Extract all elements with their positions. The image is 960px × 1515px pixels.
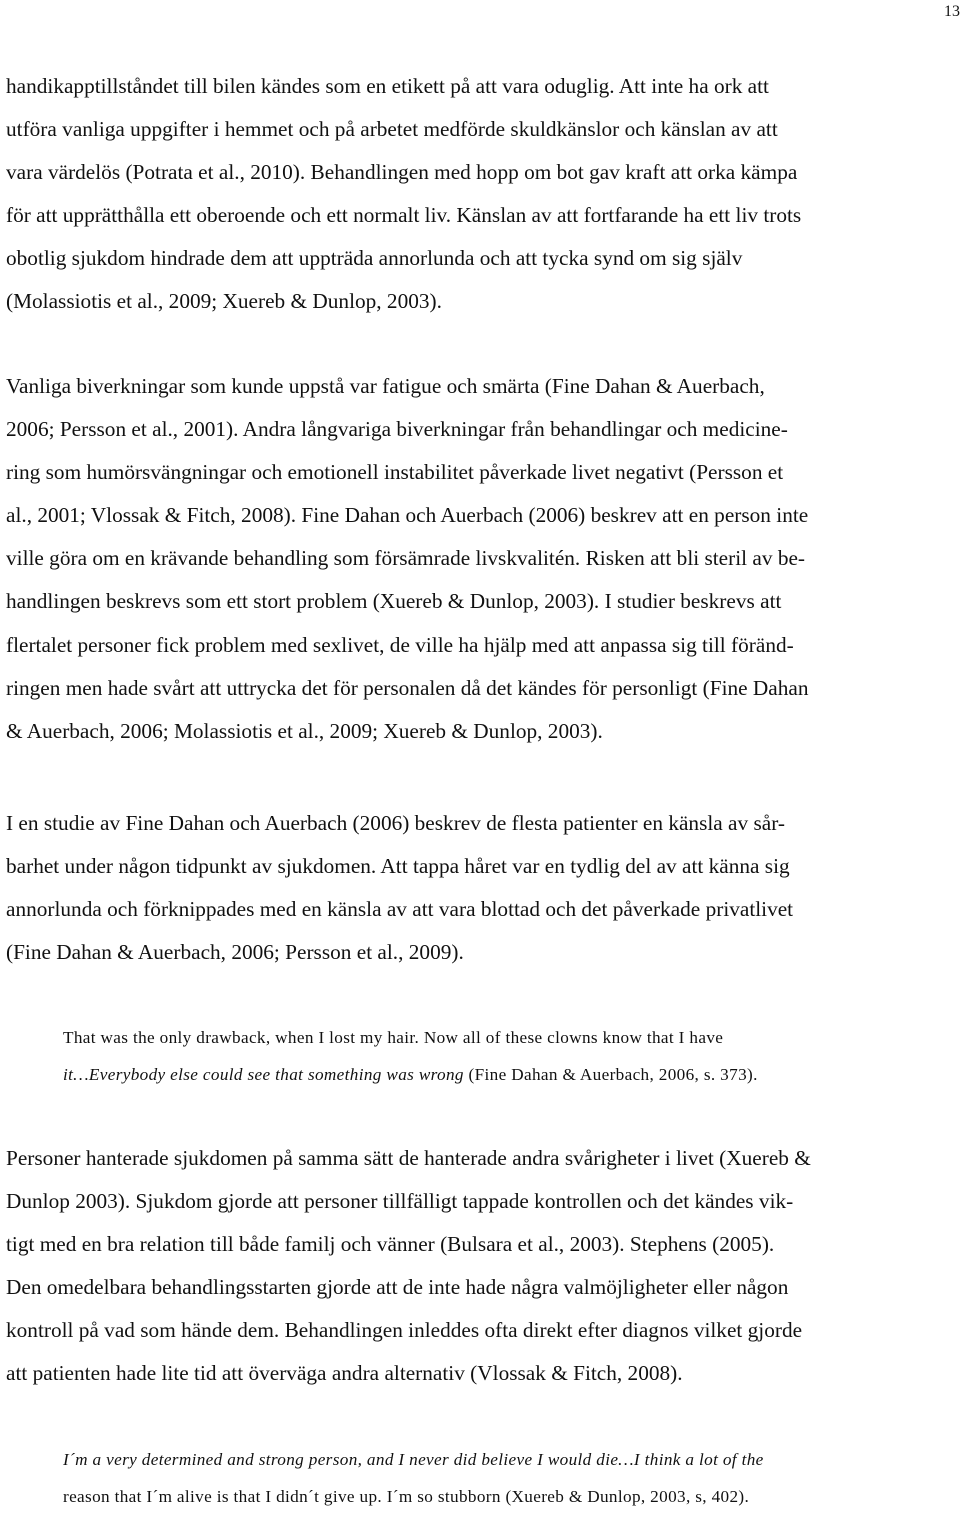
- paragraph-2: [6, 365, 958, 753]
- text-line: Vanliga biverkningar som kunde uppstå var fatigue och smärta (Fine Dahan & Auerbach,: [6, 365, 958, 408]
- paragraph-3: [6, 802, 958, 974]
- text-line: I en studie av Fine Dahan och Auerbach (2006) beskrev de flesta patienter en känsla av sår-: [6, 802, 958, 845]
- text-line: Personer hanterade sjukdomen på samma sätt de hanterade andra svårigheter i livet (Xuereb &: [6, 1137, 958, 1180]
- text-line: för att upprätthålla ett oberoende och ett normalt liv. Känslan av att fortfarande ha ett liv trots: [6, 194, 958, 237]
- text-line: att patienten hade lite tid att överväga andra alternativ (Vlossak & Fitch, 2008).: [6, 1352, 958, 1395]
- text-line: ville göra om en krävande behandling som försämrade livskvalitén. Risken att bli steril av be-: [6, 537, 958, 580]
- text-line: Dunlop 2003). Sjukdom gjorde att personer tillfälligt tappade kontrollen och det kändes vik-: [6, 1180, 958, 1223]
- text-line: ringen men hade svårt att uttrycka det för personalen då det kändes för personligt (Fine Dahan: [6, 667, 958, 710]
- quote-citation: (Fine Dahan & Auerbach, 2006, s. 373).: [464, 1065, 758, 1084]
- text-line: & Auerbach, 2006; Molassiotis et al., 2009; Xuereb & Dunlop, 2003).: [6, 710, 958, 753]
- quote-line: That was the only drawback, when I lost my hair. Now all of these clowns know that I have: [63, 1020, 953, 1057]
- quote-line: I´m a very determined and strong person, and I never did believe I would die…I think a lot of the: [63, 1442, 953, 1479]
- text-line: ring som humörsvängningar och emotionell instabilitet påverkade livet negativt (Persson et: [6, 451, 958, 494]
- page-number: 13: [944, 4, 960, 20]
- text-line: obotlig sjukdom hindrade dem att uppträda annorlunda och att tycka synd om sig själv: [6, 237, 958, 280]
- text-line: (Molassiotis et al., 2009; Xuereb & Dunlop, 2003).: [6, 280, 958, 323]
- text-line: barhet under någon tidpunkt av sjukdomen. Att tappa håret var en tydlig del av att känna sig: [6, 845, 958, 888]
- text-line: flertalet personer fick problem med sexlivet, de ville ha hjälp med att anpassa sig till föränd-: [6, 624, 958, 667]
- text-line: 2006; Persson et al., 2001). Andra långvariga biverkningar från behandlingar och medicine-: [6, 408, 958, 451]
- text-line: utföra vanliga uppgifter i hemmet och på arbetet medförde skuldkänslor och känslan av att: [6, 108, 958, 151]
- quote-line: [63, 1057, 953, 1094]
- paragraph-4: [6, 1137, 958, 1396]
- block-quote-1: [63, 1020, 953, 1093]
- paragraph-1: [6, 65, 958, 324]
- quote-italic-text: it…Everybody else could see that something was wrong: [63, 1065, 464, 1084]
- text-line: Den omedelbara behandlingsstarten gjorde att de inte hade några valmöjligheter eller någon: [6, 1266, 958, 1309]
- text-line: vara värdelös (Potrata et al., 2010). Behandlingen med hopp om bot gav kraft att orka kämpa: [6, 151, 958, 194]
- text-line: tigt med en bra relation till både familj och vänner (Bulsara et al., 2003). Stephens (2005).: [6, 1223, 958, 1266]
- block-quote-2: [63, 1442, 953, 1515]
- text-line: (Fine Dahan & Auerbach, 2006; Persson et al., 2009).: [6, 931, 958, 974]
- text-line: al., 2001; Vlossak & Fitch, 2008). Fine Dahan och Auerbach (2006) beskrev att en person inte: [6, 494, 958, 537]
- text-line: handlingen beskrevs som ett stort problem (Xuereb & Dunlop, 2003). I studier beskrevs att: [6, 580, 958, 623]
- text-line: annorlunda och förknippades med en känsla av att vara blottad och det påverkade privatlivet: [6, 888, 958, 931]
- quote-line: reason that I´m alive is that I didn´t give up. I´m so stubborn (Xuereb & Dunlop, 2003, s, 402).: [63, 1479, 953, 1515]
- text-line: handikapptillståndet till bilen kändes som en etikett på att vara oduglig. Att inte ha ork att: [6, 65, 958, 108]
- text-line: kontroll på vad som hände dem. Behandlingen inleddes ofta direkt efter diagnos vilket gjorde: [6, 1309, 958, 1352]
